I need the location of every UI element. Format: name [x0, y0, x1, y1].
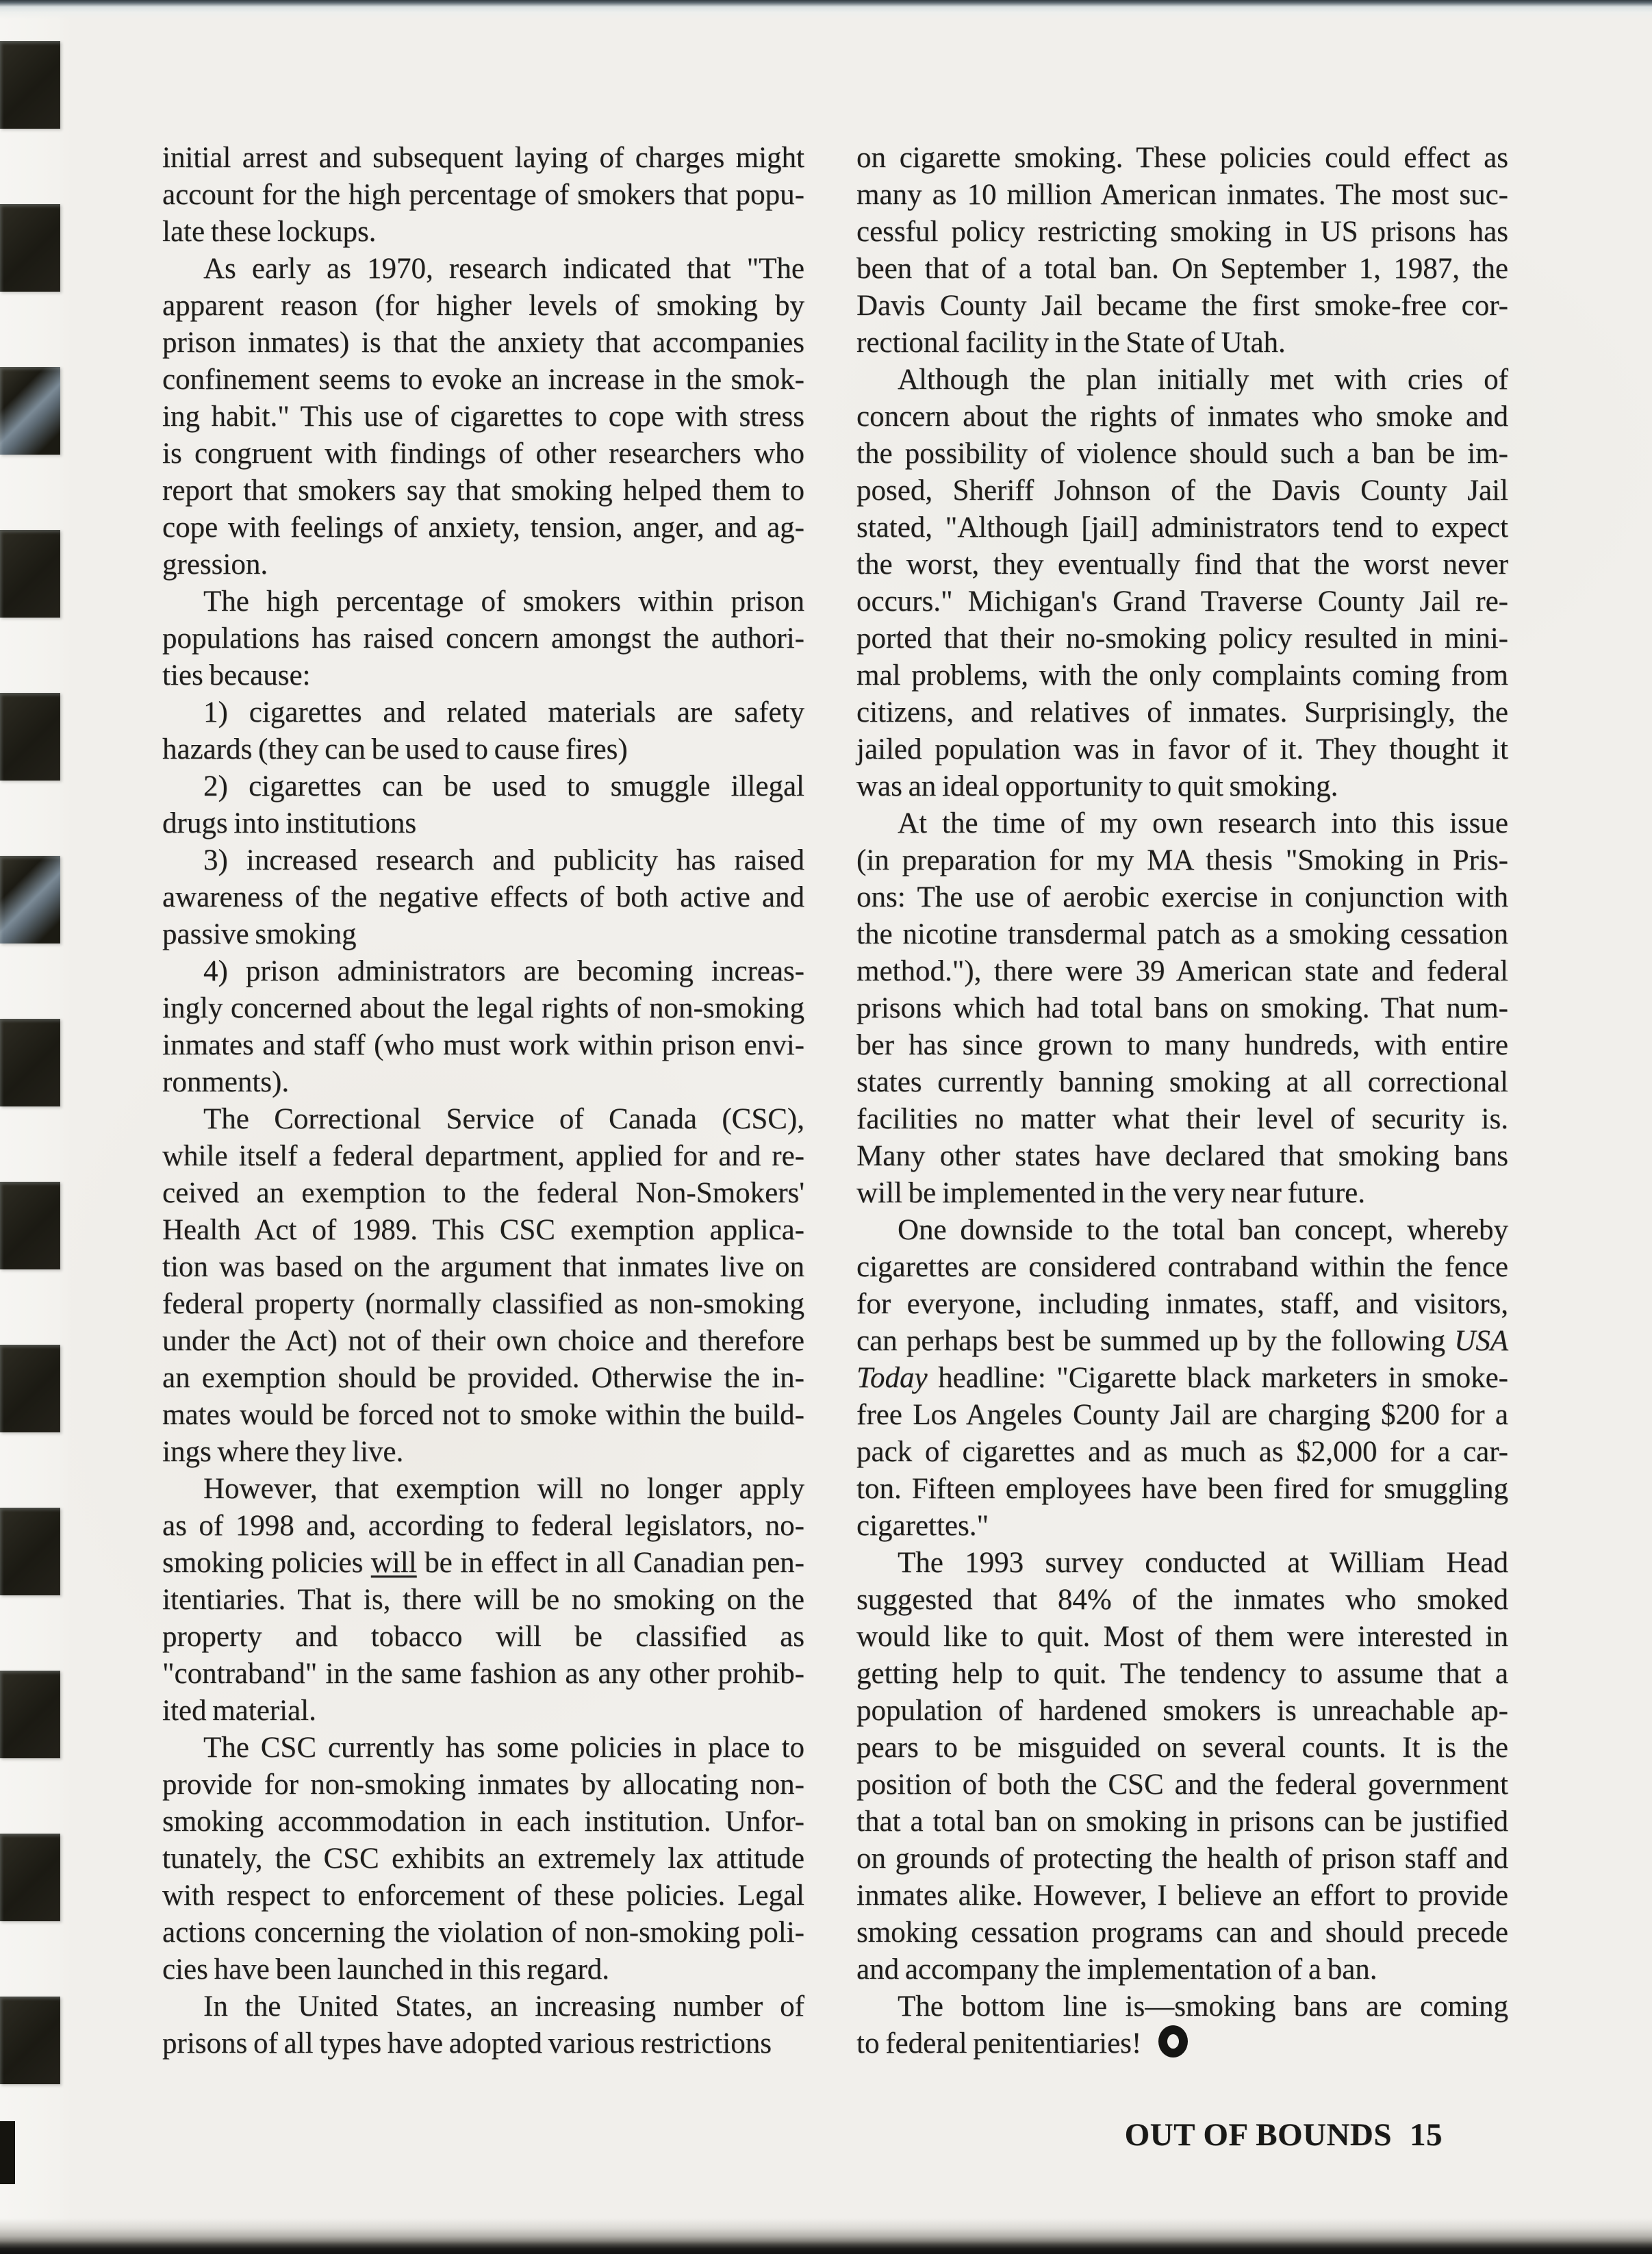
text-line [162, 177, 804, 214]
text-line [856, 177, 1508, 214]
text-segment: federal property (normally classified as non-smoking [162, 1288, 804, 1320]
text-segment: gression. [162, 548, 268, 581]
text-line [856, 842, 1508, 879]
text-segment: smoking cessation programs can and should precede [856, 1916, 1508, 1949]
text-segment: cope with feelings of anxiety, tension, anger, and ag- [162, 511, 804, 544]
text-line [162, 1101, 804, 1138]
binding-hole [0, 856, 60, 944]
text-line [856, 731, 1508, 768]
text-segment: to federal penitentiaries! [856, 2027, 1147, 2060]
text-line [856, 1545, 1508, 1582]
text-line [162, 953, 804, 990]
paragraph [162, 768, 804, 842]
text-segment: cigarettes." [856, 1510, 989, 1542]
text-segment: mates would be forced not to smoke within the build- [162, 1399, 804, 1431]
text-segment: can perhaps best be summed up by the following [856, 1325, 1455, 1357]
text-segment: ported that their no-smoking policy resulted in mini- [856, 622, 1508, 655]
text-line [162, 842, 804, 879]
text-line [162, 546, 804, 583]
paragraph [162, 842, 804, 953]
text-segment: on grounds of protecting the health of prison staff and [856, 1843, 1508, 1875]
text-segment: that a total ban on smoking in prisons can be justified [856, 1806, 1508, 1838]
text-segment: getting help to quit. The tendency to assume that a [856, 1658, 1508, 1690]
text-segment: late these lockups. [162, 216, 377, 248]
text-line [856, 1212, 1508, 1249]
text-segment: free Los Angeles County Jail are charging $200 for a [856, 1399, 1508, 1431]
text-line [162, 362, 804, 398]
text-segment: prisons of all types have adopted various restrictions [162, 2027, 772, 2060]
text-segment: be in effect in all Canadian pen- [416, 1547, 805, 1579]
text-line [856, 288, 1508, 325]
text-line [162, 1212, 804, 1249]
paragraph [856, 805, 1508, 1212]
text-segment: population of hardened smokers is unreachable ap- [856, 1695, 1508, 1727]
text-line [162, 1693, 804, 1730]
text-segment: ing habit." This use of cigarettes to cope with stress [162, 401, 804, 433]
text-segment: However, that exemption will no longer apply [203, 1473, 804, 1505]
paragraph [856, 1545, 1508, 1988]
text-segment: inmates alike. However, I believe an effort to provide [856, 1879, 1508, 1912]
text-line [856, 1840, 1508, 1877]
text-segment: for everyone, including inmates, staff, and visitors, [856, 1288, 1508, 1320]
binding-hole [0, 693, 60, 781]
text-line [162, 1951, 804, 1988]
text-line [856, 1471, 1508, 1508]
text-line [856, 435, 1508, 472]
binding-hole [0, 1671, 60, 1758]
text-segment: USA [1454, 1325, 1508, 1357]
paragraph [856, 1212, 1508, 1545]
text-segment: rectional facility in the State of Utah. [856, 327, 1286, 359]
text-segment: As early as 1970, research indicated that "The [203, 253, 804, 285]
text-segment: an exemption should be provided. Otherwise the in- [162, 1362, 804, 1394]
text-segment: The bottom line is—smoking bans are coming [898, 1990, 1508, 2023]
text-segment: At the time of my own research into this issue [898, 807, 1508, 839]
text-segment: headline: "Cigarette black marketers in smoke- [927, 1362, 1508, 1394]
text-line [162, 509, 804, 546]
end-of-article-icon [1158, 2025, 1188, 2057]
text-segment: suggested that 84% of the inmates who smoked [856, 1584, 1508, 1616]
text-segment: Many other states have declared that smoking bans [856, 1140, 1508, 1172]
text-line [162, 214, 804, 251]
text-line [162, 1360, 804, 1397]
text-segment: Today [856, 1362, 928, 1394]
text-segment: cigarettes are considered contraband within the fence [856, 1251, 1508, 1283]
paragraph [162, 1730, 804, 1988]
text-line [856, 1286, 1508, 1323]
text-line [162, 1656, 804, 1693]
text-line [856, 1951, 1508, 1988]
text-line [856, 1508, 1508, 1545]
text-line [162, 1027, 804, 1064]
text-segment: pack of cigarettes and as much as $2,000 for a car- [856, 1436, 1508, 1468]
text-segment: on cigarette smoking. These policies could effect as [856, 142, 1508, 174]
text-line [856, 140, 1508, 177]
text-segment: while itself a federal department, applied for and re- [162, 1140, 804, 1172]
text-line [856, 251, 1508, 288]
text-segment: ronments). [162, 1066, 290, 1098]
text-line [162, 1840, 804, 1877]
text-segment: 1) cigarettes and related materials are safety [203, 696, 804, 729]
text-segment: apparent reason (for higher levels of smoking by [162, 290, 804, 322]
text-segment: the worst, they eventually find that the worst never [856, 548, 1508, 581]
binding-hole [0, 1834, 60, 1921]
text-line [856, 879, 1508, 916]
column-left [162, 140, 804, 2062]
text-segment: ceived an exemption to the federal Non-Smokers' [162, 1177, 804, 1209]
text-line [162, 325, 804, 362]
text-segment: 2) cigarettes can be used to smuggle illegal [203, 770, 804, 802]
text-line [856, 657, 1508, 694]
text-line [162, 435, 804, 472]
paragraph [162, 694, 804, 768]
text-segment: The Correctional Service of Canada (CSC), [203, 1103, 804, 1135]
paragraph [162, 583, 804, 694]
text-line [162, 1249, 804, 1286]
text-segment: will be implemented in the very near future. [856, 1177, 1366, 1209]
text-segment: position of both the CSC and the federal government [856, 1769, 1508, 1801]
text-segment: ingly concerned about the legal rights of non-smoking [162, 992, 804, 1024]
text-line [162, 583, 804, 620]
binding-hole [0, 1182, 60, 1269]
text-line [162, 472, 804, 509]
text-segment: passive smoking [162, 918, 357, 950]
text-segment: 4) prison administrators are becoming increas- [203, 955, 804, 987]
text-segment: tunately, the CSC exhibits an extremely lax attitude [162, 1843, 804, 1875]
text-segment: itentiaries. That is, there will be no smoking on the [162, 1584, 804, 1616]
text-segment: In the United States, an increasing number of [203, 1990, 804, 2023]
text-line [856, 472, 1508, 509]
text-segment: facilities no matter what their level of security is. [856, 1103, 1508, 1135]
text-line [162, 398, 804, 435]
text-line [856, 953, 1508, 990]
text-line [856, 1101, 1508, 1138]
paragraph [856, 1988, 1508, 2062]
text-segment: and accompany the implementation of a ban. [856, 1953, 1377, 1986]
text-segment: ited material. [162, 1695, 316, 1727]
text-segment: been that of a total ban. On September 1, 1987, the [856, 253, 1508, 285]
column-right [856, 140, 1508, 2062]
text-segment: The high percentage of smokers within prison [203, 585, 804, 618]
text-line [856, 398, 1508, 435]
text-line [162, 916, 804, 953]
text-segment: property and tobacco will be classified as [162, 1621, 804, 1653]
text-segment: with respect to enforcement of these policies. Legal [162, 1879, 804, 1912]
text-segment: method."), there were 39 American state and federal [856, 955, 1508, 987]
text-line [856, 1582, 1508, 1619]
text-line [856, 1323, 1508, 1360]
text-line [162, 768, 804, 805]
text-line [162, 1619, 804, 1656]
text-line [856, 1914, 1508, 1951]
text-line [856, 1693, 1508, 1730]
text-segment: many as 10 million American inmates. The most suc- [856, 179, 1508, 211]
text-segment: concern about the rights of inmates who smoke and [856, 401, 1508, 433]
text-line [162, 879, 804, 916]
text-line [162, 2025, 804, 2062]
text-segment: the nicotine transdermal patch as a smoking cessation [856, 918, 1508, 950]
paragraph [162, 1471, 804, 1730]
text-segment: prisons which had total bans on smoking. That num- [856, 992, 1508, 1024]
text-line [162, 1582, 804, 1619]
binding-hole [0, 367, 60, 455]
text-segment: Although the plan initially met with cries of [898, 364, 1508, 396]
text-segment: pears to be misguided on several counts. It is the [856, 1732, 1508, 1764]
paragraph [162, 251, 804, 583]
text-segment: inmates and staff (who must work within prison envi- [162, 1029, 804, 1061]
binding-hole [0, 41, 60, 129]
text-line [162, 1064, 804, 1101]
text-line [162, 1545, 804, 1582]
text-line [162, 620, 804, 657]
text-segment: The 1993 survey conducted at William Head [898, 1547, 1508, 1579]
magazine-title: OUT OF BOUNDS [1124, 2117, 1392, 2153]
text-segment: confinement seems to evoke an increase in the smok- [162, 364, 804, 396]
text-line [162, 1914, 804, 1951]
text-segment: The CSC currently has some policies in place to [203, 1732, 804, 1764]
text-line [162, 1730, 804, 1767]
text-segment: ton. Fifteen employees have been fired for smuggling [856, 1473, 1508, 1505]
text-line [162, 1138, 804, 1175]
paragraph [162, 1988, 804, 2062]
text-line [162, 1434, 804, 1471]
text-segment: is congruent with findings of other researchers who [162, 438, 804, 470]
text-line [856, 1988, 1508, 2025]
text-line [162, 694, 804, 731]
text-line [856, 1175, 1508, 1212]
text-line [856, 1877, 1508, 1914]
text-line [162, 1397, 804, 1434]
text-line [856, 1027, 1508, 1064]
text-line [856, 362, 1508, 398]
binding-hole [0, 1019, 60, 1106]
text-segment: actions concerning the violation of non-smoking poli- [162, 1916, 804, 1949]
text-line [162, 1988, 804, 2025]
page-footer [856, 2116, 1508, 2154]
text-line [856, 583, 1508, 620]
text-segment: drugs into institutions [162, 807, 417, 839]
paragraph [856, 140, 1508, 362]
text-segment: Davis County Jail became the first smoke-free cor- [856, 290, 1508, 322]
text-line [162, 1803, 804, 1840]
page-number: 15 [1410, 2117, 1443, 2153]
text-segment: citizens, and relatives of inmates. Surprisingly, the [856, 696, 1508, 729]
text-line [856, 1767, 1508, 1803]
text-segment: Health Act of 1989. This CSC exemption applica- [162, 1214, 804, 1246]
text-line [856, 620, 1508, 657]
text-line [162, 251, 804, 288]
text-segment: (in preparation for my MA thesis "Smoking in Pris- [856, 844, 1508, 876]
paragraph [162, 1101, 804, 1471]
text-segment: ties because: [162, 659, 311, 692]
text-segment: cessful policy restricting smoking in US prisons has [856, 216, 1508, 248]
paragraph [162, 953, 804, 1101]
text-line [162, 990, 804, 1027]
binding-hole [0, 204, 60, 292]
text-segment: "contraband" in the same fashion as any other prohib- [162, 1658, 804, 1690]
text-segment: 3) increased research and publicity has raised [203, 844, 804, 876]
text-line [856, 768, 1508, 805]
text-line [162, 140, 804, 177]
text-line [162, 805, 804, 842]
text-line [856, 1619, 1508, 1656]
text-segment: jailed population was in favor of it. They thought it [856, 733, 1508, 765]
text-line [162, 1508, 804, 1545]
binding-hole [0, 1508, 60, 1595]
text-segment: ber has since grown to many hundreds, with entire [856, 1029, 1508, 1061]
text-line [162, 1471, 804, 1508]
scan-bottom-edge [0, 2218, 1652, 2254]
text-segment: initial arrest and subsequent laying of charges might [162, 142, 804, 174]
text-line [856, 546, 1508, 583]
text-line [162, 1767, 804, 1803]
binding-hole [0, 1345, 60, 1432]
text-segment: report that smokers say that smoking helped them to [162, 474, 804, 507]
text-line [856, 1803, 1508, 1840]
text-line [856, 1434, 1508, 1471]
text-line [162, 1877, 804, 1914]
text-line [856, 509, 1508, 546]
text-line [162, 1323, 804, 1360]
text-line [856, 1656, 1508, 1693]
text-segment: cies have been launched in this regard. [162, 1953, 610, 1986]
text-segment: posed, Sheriff Johnson of the Davis County Jail [856, 474, 1508, 507]
text-line [856, 916, 1508, 953]
text-segment: ons: The use of aerobic exercise in conjunction with [856, 881, 1508, 913]
text-line [162, 731, 804, 768]
text-line [856, 1397, 1508, 1434]
text-line [162, 288, 804, 325]
text-segment: would like to quit. Most of them were interested in [856, 1621, 1508, 1653]
paragraph [162, 140, 804, 251]
text-line [856, 805, 1508, 842]
text-segment: populations has raised concern amongst the authori- [162, 622, 804, 655]
text-line [856, 1249, 1508, 1286]
text-segment: smoking policies [162, 1547, 371, 1579]
text-line [162, 1175, 804, 1212]
text-segment: will [370, 1547, 417, 1579]
binding-hole [0, 2121, 15, 2184]
binding-hole [0, 530, 60, 618]
scan-top-edge [0, 0, 1652, 19]
text-segment: One downside to the total ban concept, whereby [898, 1214, 1508, 1246]
text-line [856, 1138, 1508, 1175]
text-line [856, 1730, 1508, 1767]
text-segment: provide for non-smoking inmates by allocating non- [162, 1769, 804, 1801]
text-segment: as of 1998 and, according to federal legislators, no- [162, 1510, 804, 1542]
text-line [162, 657, 804, 694]
text-line [856, 990, 1508, 1027]
text-segment: states currently banning smoking at all correctional [856, 1066, 1508, 1098]
text-segment: awareness of the negative effects of both active and [162, 881, 804, 913]
text-segment: tion was based on the argument that inmates live on [162, 1251, 804, 1283]
text-line [856, 214, 1508, 251]
text-segment: stated, "Although [jail] administrators tend to expect [856, 511, 1508, 544]
binding-hole [0, 1997, 60, 2084]
text-segment: occurs." Michigan's Grand Traverse County Jail re- [856, 585, 1508, 618]
text-line [856, 1360, 1508, 1397]
text-line [856, 2025, 1508, 2062]
text-segment: under the Act) not of their own choice and therefore [162, 1325, 804, 1357]
text-segment: smoking accommodation in each institution. Unfor- [162, 1806, 804, 1838]
text-segment: was an ideal opportunity to quit smoking. [856, 770, 1338, 802]
text-line [856, 1064, 1508, 1101]
text-segment: account for the high percentage of smokers that popu- [162, 179, 804, 211]
text-segment: ings where they live. [162, 1436, 404, 1468]
text-segment: the possibility of violence should such a ban be im- [856, 438, 1508, 470]
text-line [856, 325, 1508, 362]
text-segment: prison inmates) is that the anxiety that accompanies [162, 327, 804, 359]
text-segment: hazards (they can be used to cause fires) [162, 733, 628, 765]
text-segment: mal problems, with the only complaints coming from [856, 659, 1508, 692]
paragraph [856, 362, 1508, 805]
text-line [162, 1286, 804, 1323]
text-line [856, 694, 1508, 731]
